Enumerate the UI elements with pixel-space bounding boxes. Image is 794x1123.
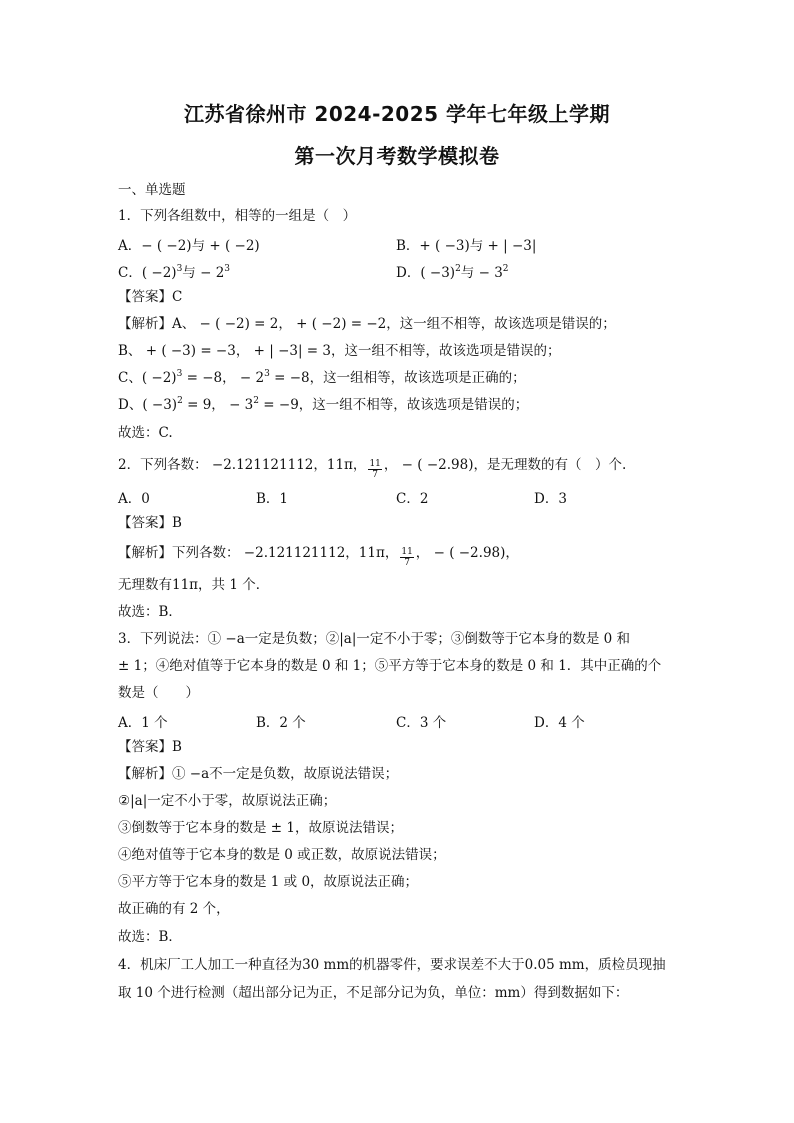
q1-option-a: A．− ( −2)与 + ( −2) — [118, 238, 260, 254]
q1-choose: 故选：C. — [118, 425, 173, 441]
title-line-1: 江苏省徐州市 2024-2025 学年七年级上学期 — [183, 102, 611, 126]
q1-option-b: B．+ ( −3)与 + | −3| — [396, 238, 537, 254]
q3-stem-1: 3．下列说法：① −a一定是负数；②|a|一定不小于零；③倒数等于它本身的数是 0 和 — [118, 631, 631, 647]
q1-explanation-2: B、 + ( −3) = −3， + | −3| = 3，这一组不相等，故该选项是错误的； — [118, 343, 561, 359]
section-heading: 一、单选题 — [118, 182, 186, 198]
q2-explanation-fraction: $\frac{11}{7}$ — [401, 547, 413, 568]
q4-stem-2: 取 10 个进行检测（超出部分记为正，不足部分记为负，单位：mm）得到数据如下： — [118, 985, 629, 1001]
q2-option-d: D．3 — [534, 491, 567, 507]
q3-stem-3: 数是（ ） — [118, 685, 199, 701]
q2-stem: 2．下列各数： −2.121121112，11π， $\frac{11}{7}$ ， − ( −2.98)，是无理数的有（ ）个. — [118, 457, 627, 480]
q3-choose: 故选：B． — [118, 929, 182, 945]
q2-option-b: B．1 — [256, 491, 289, 507]
q2-option-c: C．2 — [396, 491, 429, 507]
q3-option-d: D．4 个 — [534, 715, 585, 731]
q4-stem-1: 4．机床厂工人加工一种直径为30 mm的机器零件，要求误差不大于0.05 mm，质检员现抽 — [118, 957, 666, 973]
q3-explanation-4: ④绝对值等于它本身的数是 0 或正数，故原说法错误； — [118, 847, 446, 863]
q2-answer: 【答案】B — [118, 515, 182, 531]
q2-explanation-1: 【解析】下列各数： −2.121121112，11π， $\frac{11}{7}$ ， − ( −2.98)， — [118, 545, 519, 568]
q3-explanation-2: ②|a|一定不小于零，故原说法正确； — [118, 793, 337, 809]
q3-option-a: A．1 个 — [118, 715, 168, 731]
q3-option-c: C．3 个 — [396, 715, 447, 731]
q1-option-d: D．( −3)$^2$与 − $3^2$ — [396, 264, 509, 281]
q2-option-a: A．0 — [118, 491, 150, 507]
q1-explanation-4: D、( −3)$^2$ = 9， − $3^2 = -9$，这一组不相等，故该选项是错误的； — [118, 396, 529, 413]
q2-fraction: $\frac{11}{7}$ — [369, 459, 381, 480]
q3-option-b: B．2 个 — [256, 715, 306, 731]
q3-explanation-6: 故正确的有 2 个， — [118, 901, 230, 917]
title-line-2: 第一次月考数学模拟卷 — [294, 144, 500, 168]
q3-stem-2: ± 1；④绝对值等于它本身的数是 0 和 1；⑤平方等于它本身的数是 0 和 1．其中正确的个 — [118, 658, 662, 674]
q1-explanation-3: C、( −2)$^3$ = −8， − $2^3 = -8$，这一组相等，故该选项是正确的； — [118, 369, 526, 386]
q2-explanation-2: 无理数有11π，共 1 个． — [118, 577, 270, 593]
q1-answer: 【答案】C — [118, 289, 183, 305]
q3-explanation-3: ③倒数等于它本身的数是 ± 1，故原说法错误； — [118, 820, 403, 836]
q1-option-c: C．( −2)$^3$与 − $2^3$ — [118, 264, 231, 281]
q3-answer: 【答案】B — [118, 739, 182, 755]
q3-explanation-5: ⑤平方等于它本身的数是 1 或 0，故原说法正确； — [118, 874, 419, 890]
q2-choose: 故选：B． — [118, 604, 182, 620]
q1-stem: 1．下列各组数中，相等的一组是（ ） — [118, 208, 357, 224]
q3-explanation-1: 【解析】① −a不一定是负数，故原说法错误； — [118, 766, 399, 782]
q1-explanation-1: 【解析】A、 − ( −2) = 2， + ( −2) = −2，这一组不相等，故该选项是错误的； — [118, 316, 616, 332]
